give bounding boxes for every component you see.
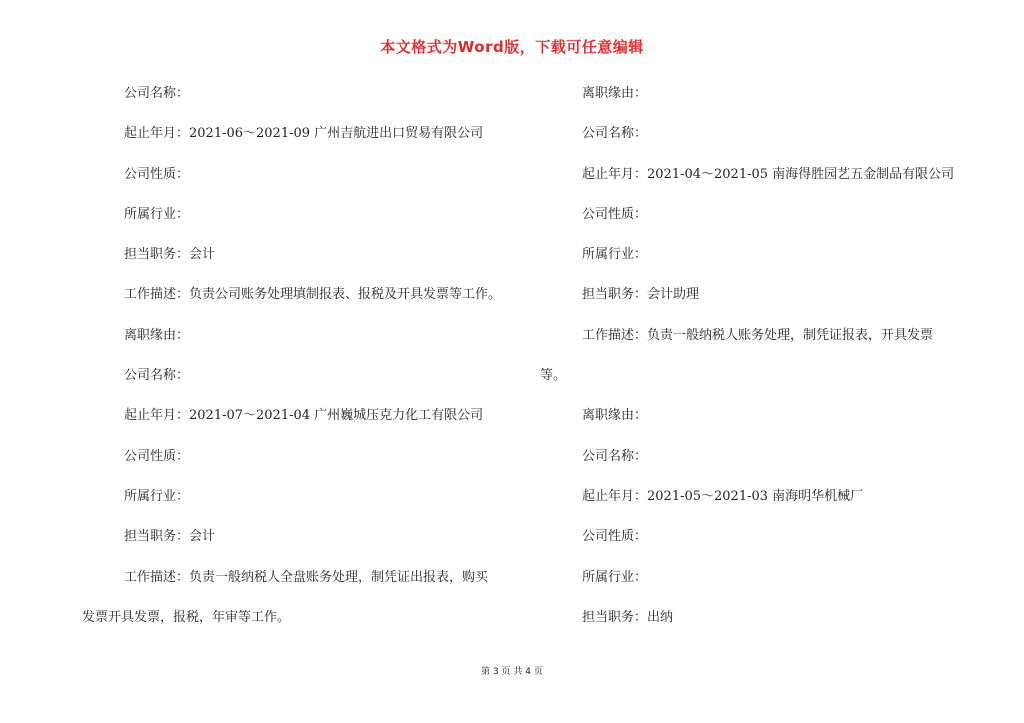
right-line-position-1: 担当职务：会计助理	[582, 287, 700, 303]
left-line-period-2: 起止年月：2021-07～2021-04 广州巍城压克力化工有限公司	[124, 408, 484, 424]
right-line-position-2: 担当职务：出纳	[582, 609, 674, 625]
right-line-job-description-1: 工作描述：负责一般纳税人账务处理，制凭证报表，开具发票	[582, 327, 934, 343]
left-line-company-name-1: 公司名称：	[124, 86, 190, 101]
word-format-banner: 本文格式为Word版，下载可任意编辑	[380, 38, 644, 56]
left-column	[82, 84, 552, 648]
right-line-company-name-1: 公司名称：	[582, 126, 648, 142]
right-line-job-description-1-cont: 等。	[540, 368, 567, 384]
left-line-position-1: 担当职务：会计	[124, 247, 216, 263]
right-line-company-type-1: 公司性质：	[582, 206, 648, 222]
left-line-industry-2: 所属行业：	[124, 488, 190, 504]
right-line-industry-2: 所属行业：	[582, 569, 648, 585]
left-line-company-type-2: 公司性质：	[124, 448, 190, 464]
left-line-company-name-2: 公司名称：	[124, 368, 190, 384]
left-line-job-description-2: 工作描述：负责一般纳税人全盘账务处理，制凭证出报表，购买	[124, 569, 489, 585]
left-line-job-description-1: 工作描述：负责公司账务处理填制报表、报税及开具发票等工作。	[124, 287, 502, 303]
right-line-industry-1: 所属行业：	[582, 247, 648, 263]
left-line-position-2: 担当职务：会计	[124, 529, 216, 545]
left-line-leaving-reason-1: 离职缘由：	[124, 327, 190, 343]
right-line-company-type-2: 公司性质：	[582, 529, 648, 545]
right-column	[540, 84, 1010, 648]
left-line-industry-1: 所属行业：	[124, 206, 190, 222]
page-number-footer: 第 3 页 共 4 页	[481, 667, 543, 677]
right-line-period-1: 起止年月：2021-04～2021-05 南海得胜园艺五金制品有限公司	[582, 166, 955, 182]
left-line-company-type-1: 公司性质：	[124, 166, 190, 182]
left-line-job-description-2-cont: 发票开具发票，报税，年审等工作。	[82, 609, 291, 625]
right-line-period-2: 起止年月：2021-05～2021-03 南海明华机械厂	[582, 488, 864, 504]
right-line-company-name-2: 公司名称：	[582, 448, 648, 464]
right-line-leaving-reason-1: 离职缘由：	[582, 86, 648, 101]
right-line-leaving-reason-2: 离职缘由：	[582, 408, 648, 424]
left-line-period-1: 起止年月：2021-06～2021-09 广州吉航进出口贸易有限公司	[124, 126, 484, 142]
